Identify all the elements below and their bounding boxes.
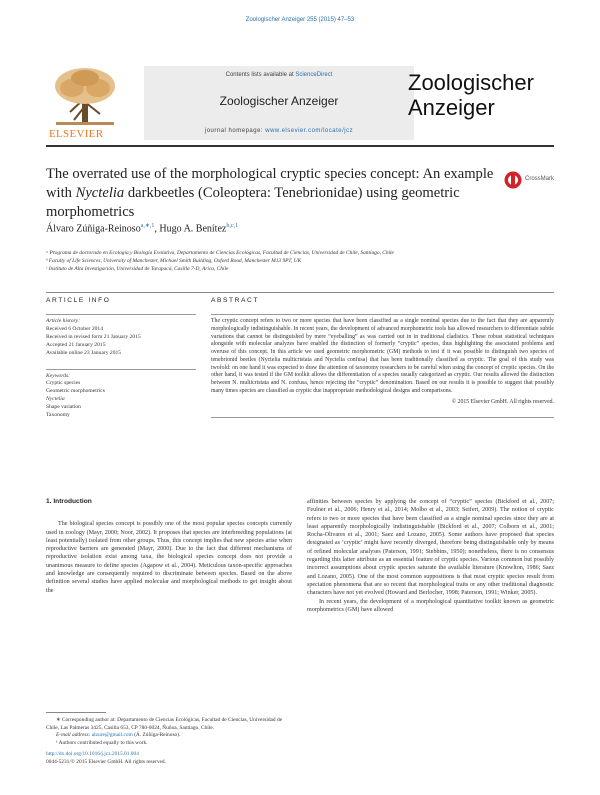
info-divider [46, 292, 554, 293]
keyword-item: Taxonomy [46, 412, 70, 419]
contents-line [144, 72, 414, 78]
keywords [46, 369, 196, 420]
article-history [46, 314, 196, 358]
elsevier-logo[interactable] [46, 66, 124, 140]
section-heading-introduction: 1. Introduction [46, 498, 92, 505]
keyword-item: Nyctelia [46, 396, 65, 403]
issn-line: 0044-5231/© 2015 Elsevier GmbH. All rights reserved. [46, 758, 166, 765]
abstract-heading: ABSTRACT [211, 297, 259, 304]
journal-title: Zoologischer Anzeiger [219, 94, 339, 108]
email-link[interactable]: alzure@gmail.com [91, 732, 133, 739]
footnote-divider [46, 712, 106, 713]
affiliation-b: ᵇ Faculty of Life Sciences, University of Manchester, Michael Smith Building, Oxford Road, Manchester M13 9PT, UK [46, 258, 302, 265]
keyword-item: Geometric morphometrics [46, 388, 105, 395]
history-item: Accepted 21 January 2015 [46, 341, 106, 348]
abstract-text: The cryptic concept refers to two or more species that have been classified as a single nominal species due to the fact that they are apparently morphologically indistinguishable. In recent years, the development of advanced morphometric tools has allowed researchers to differentiate subtle variations that cannot be distinguished by mere “eyeballing” as was carried out in in traditional cladistics. These robust statistical techniques alongside with molecular analyzes have enabled the distinction of formerly “cryptic” species, thus highlighting the associated problems and overuse of this concept. In this article we used geometric morphometric (GM) methods to test if it was possible to distinguish two species of tenebrionid beetles (Nyctelia multicristata and Nyctelia confusa) that has been traditionally classified as cryptic. The goal of this study was twofold: on one hand it was expected to draw the attention of taxonomy researchers to be careful when using the concept of cryptic species. On the other hand, it was tested if the GM toolkit allows the differentiation of a species usually categorized as cryptic. Our results allowed the distinction between N. multicristata and N. confusa, hence rejecting the “cryptic” denomination. Based on our results it is possible to suggest that possibly many times species are classified as cryptic due inappropriate methodological designs and comparisons. [211, 314, 554, 396]
crossmark-badge[interactable] [504, 171, 554, 191]
author-2-affiliations[interactable]: b,c,1 [226, 223, 239, 229]
journal-cover-title [408, 70, 558, 120]
history-item: Received 6 October 2014 [46, 325, 104, 332]
corresponding-author-note: ∗ Corresponding author at: Departamento de Ciencias Ecológicas, Facultad de Ciencias, Universidad de Chile, Las Palmeras 3425, Casilla 653, CP 780-0024, Ñuñoa, Santiago, Chile. [46, 717, 283, 731]
body-column-left [46, 498, 292, 595]
history-item: Available online 23 January 2015 [46, 349, 122, 356]
affiliation-c: ᶜ Instituto de Alta Investigación, Universidad de Tarapacá, Casilla 7-D, Arica, Chile [46, 266, 229, 273]
body-paragraph: The biological species concept is possibly one of the most popular species concepts currently used in zoology (Mayr, 2000; Noor, 2002). It proposes that species are interbreeding populations (at least potentially) isolated from other groups. Thus, this concept implies that new species arise when reproductive barriers are generated (Mayr, 2000). Due to the fact that different mechanisms of reproductive isolation exist among taxa, the biological species concept does not provide a unanimous measure to define species (Agapow et al., 2004). Meticulous taxon-specific approaches and knowledge are consequently required to discriminate between species. Based on the above definition several studies have applied molecular and morphological methods to get insight about the [46, 521, 292, 594]
title-part2: darkbeetles (Coleoptera: Tenebrionidae) using geometric morphometrics [46, 185, 460, 220]
author-1[interactable]: Álvaro Zúñiga-Reinoso [46, 223, 141, 235]
body-column-right [307, 498, 554, 614]
publisher-name: ELSEVIER [49, 128, 104, 140]
body-paragraph: In recent years, the development of a morphological quantitative toolkit known as geometric morphometrics (GM) have allowed [307, 598, 554, 613]
cover-title-line2: Anzeiger [408, 95, 495, 120]
copyright-notice: © 2015 Elsevier GmbH. All rights reserved. [211, 399, 554, 418]
email-suffix: (Á. Zúñiga-Reinoso). [132, 732, 181, 739]
journal-info-box [144, 66, 414, 140]
author-1-affiliations[interactable]: a,∗,1 [140, 223, 155, 229]
email-label: E-mail address: [56, 732, 92, 739]
title-part1: The overrated use of the morphological cryptic species concept: An example with [46, 166, 494, 201]
journal-citation[interactable]: Zoologischer Anzeiger 255 (2015) 47–53 [245, 17, 355, 23]
author-list [46, 222, 238, 234]
article-title [46, 165, 506, 222]
equal-contribution-note: ¹ Authors contributed equally to this work. [56, 739, 148, 746]
body-paragraph: affinities between species by applying the concept of “cryptic” species (Bickford et al., 2007; Feulner et al., 2006; Henry et al., 2014; Molbo et al., 2003; Seifert, 2009). The notion of cryptic refers to two or more species that have been classified as a single nominal species since they are at least apparently morphologically indistinguishable (Bickford et al., 2007; Colborn et al., 2001; Rocha-Olivares et al., 2001; Saez and Lozano, 2005). Some authors have proposed that species designated as ‘cryptic’ might have recently diverged, therefore being distinguishable only by means of refined molecular analyses (Paterson, 1991; Stebbins, 1950); nonetheless, there is no consensus regarding this latter attribute as an essential feature of cryptic species. Various common but possibly incorrect assumptions about cryptic species saturate the available literature (Knowlton, 1986; Saez and Lozano, 2005). One of the most common suppositions is that most cryptic species result from speciation phenomena that are so recent that morphological traits or any other traditional diagnostic characters have not yet evolved (Howard and Berlocher, 1998; Paterson, 1991; Winker, 2005). [307, 499, 554, 597]
abstract-panel [211, 297, 554, 418]
keyword-item: Cryptic species [46, 380, 81, 387]
email-note [46, 732, 292, 740]
history-item: Received in revised form 21 January 2015 [46, 333, 141, 340]
title-genus: Nyctelia [75, 185, 125, 201]
affiliations [46, 249, 554, 274]
crossmark-label: CrossMark [525, 176, 555, 182]
article-info-panel [46, 297, 196, 420]
keyword-item: Shape variation [46, 404, 81, 411]
crossmark-icon [504, 171, 522, 189]
author-2[interactable]: Hugo A. Benítez [159, 223, 227, 235]
cover-title-line1: Zoologischer [408, 70, 534, 95]
affiliation-a: ᵃ Programa de doctorado en Ecología y Biología Evolutiva, Departamento de Ciencias Ecológicas, Facultad de Ciencias, Universidad de Chile, Santiago, Chile [46, 250, 394, 256]
footnotes [46, 717, 292, 767]
history-label: Article history: [46, 318, 81, 324]
article-info-heading: ARTICLE INFO [46, 297, 111, 304]
journal-homepage-line [144, 128, 414, 134]
homepage-link[interactable]: www.elsevier.com/locate/jcz [265, 128, 354, 134]
homepage-prefix: journal homepage: [204, 128, 266, 134]
header-divider [46, 145, 554, 147]
contents-prefix: Contents lists available at [225, 72, 296, 78]
sciencedirect-link[interactable]: ScienceDirect [295, 72, 333, 78]
tree-icon [46, 66, 124, 128]
author-separator: , [154, 223, 160, 235]
doi-link[interactable]: http://dx.doi.org/10.1016/j.jcz.2015.01.004 [46, 751, 139, 758]
journal-header [46, 66, 554, 144]
keywords-label: Keywords: [46, 372, 71, 379]
